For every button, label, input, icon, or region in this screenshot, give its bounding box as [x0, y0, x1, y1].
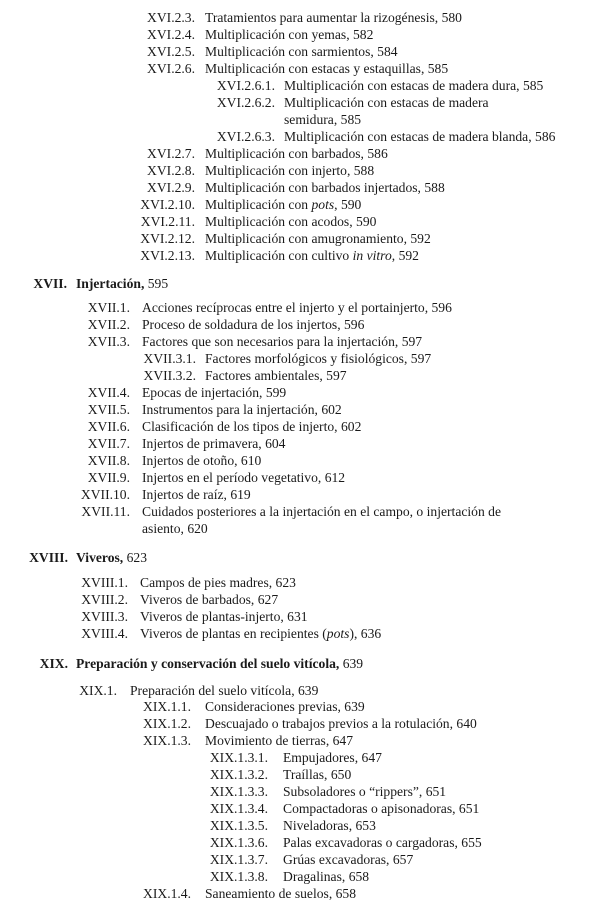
- toc-entry: [0, 608, 600, 625]
- entry-title: Subsoladores o “rippers”: [283, 784, 419, 799]
- entry-number: XIX.1.3.7.: [209, 852, 268, 867]
- toc-entry: [0, 77, 600, 94]
- entry-title: Tratamientos para aumentar la rizogénesis: [205, 10, 435, 25]
- page-number: 631: [287, 609, 308, 624]
- entry-title: Epocas de injertación: [142, 385, 260, 400]
- page-number: 658: [335, 886, 357, 901]
- page-number: 639: [297, 683, 319, 698]
- toc-entry: [0, 26, 600, 43]
- entry-number: XVII.3.: [87, 334, 130, 349]
- toc-entry: [0, 625, 600, 642]
- toc-entry: [0, 299, 600, 316]
- entry-title: Injertos de raíz: [142, 487, 224, 502]
- entry-title: Injertos de otoño: [142, 453, 235, 468]
- entry-separator: ,: [449, 716, 457, 731]
- entry-continuation: [142, 520, 208, 537]
- page-number: 610: [240, 453, 262, 468]
- entry-text: [142, 316, 364, 333]
- page-number: 597: [410, 351, 432, 366]
- toc-entry: [0, 574, 600, 591]
- entry-separator: ,: [452, 801, 459, 816]
- page-number: 597: [326, 368, 347, 383]
- toc-entry: [0, 418, 600, 435]
- entry-separator: ,: [335, 656, 343, 671]
- toc-entry: [0, 367, 600, 384]
- toc-entry: [0, 766, 600, 783]
- page-number: 596: [431, 300, 452, 315]
- entry-number: XVI.2.10.: [140, 197, 195, 212]
- entry-title: Multiplicación con sarmientos: [205, 44, 371, 59]
- page-number: 602: [321, 402, 342, 417]
- page-number: 580: [441, 10, 462, 25]
- entry-text: [205, 247, 419, 264]
- entry-text: [205, 213, 376, 230]
- entry-title: Multiplicación con estacas y estaquillas: [205, 61, 421, 76]
- entry-title: Factores morfológicos y fisiológicos: [205, 351, 404, 366]
- page-number: 592: [398, 248, 419, 263]
- entry-number: XIX.1.3.6.: [209, 835, 268, 850]
- entry-separator: ,: [180, 521, 188, 536]
- entry-separator: ,: [346, 27, 353, 42]
- page-number: 640: [456, 716, 477, 731]
- entry-separator: ,: [349, 214, 357, 229]
- entry-text: [283, 851, 413, 868]
- toc-entry: [0, 401, 600, 418]
- toc-entry: [0, 503, 600, 520]
- entry-separator: ,: [317, 470, 325, 485]
- entry-text: [76, 655, 363, 672]
- entry-separator: ,: [346, 163, 354, 178]
- entry-number: XVII.7.: [87, 436, 130, 451]
- page-number: 585: [427, 61, 449, 76]
- entry-separator: ,: [516, 78, 523, 93]
- entry-text: [283, 749, 382, 766]
- page-number: 585: [340, 112, 362, 127]
- page-number: 602: [340, 419, 362, 434]
- chapter-entry: [0, 549, 600, 566]
- page-number: 592: [410, 231, 431, 246]
- entry-number: XIX.1.4.: [143, 886, 191, 901]
- entry-text: [142, 435, 285, 452]
- toc-entry: [0, 43, 600, 60]
- toc-entry: [0, 9, 600, 26]
- toc-entry: [0, 486, 600, 503]
- entry-text: [205, 230, 431, 247]
- entry-number: XVI.2.5.: [147, 44, 195, 59]
- entry-separator: ,: [394, 334, 402, 349]
- entry-text: [283, 800, 479, 817]
- entry-separator: ,: [334, 197, 341, 212]
- entry-title: Factores que son necesarios para la injertación: [142, 334, 395, 349]
- entry-text: [205, 26, 373, 43]
- entry-text: [205, 43, 398, 60]
- page-number: 590: [356, 214, 377, 229]
- entry-title: Injertación: [76, 276, 141, 291]
- entry-title: Compactadoras o apisonadoras: [283, 801, 453, 816]
- entry-number: XVII.9.: [87, 470, 130, 485]
- entry-separator: ,: [434, 10, 442, 25]
- entry-text: [142, 333, 422, 350]
- entry-title: Multiplicación con yemas: [205, 27, 347, 42]
- entry-separator: ,: [325, 733, 333, 748]
- entry-italic-term: pots: [311, 197, 335, 212]
- page-number: 585: [522, 78, 544, 93]
- entry-title-end: ): [349, 626, 354, 641]
- entry-number: XVII.4.: [87, 385, 130, 400]
- entry-number: XVII.1.: [87, 300, 130, 315]
- entry-number: XVII.3.1.: [143, 351, 196, 366]
- entry-text: [283, 868, 369, 885]
- toc-entry: [0, 196, 600, 213]
- entry-separator: ,: [353, 626, 361, 641]
- entry-text: [140, 608, 308, 625]
- toc-entry: [0, 94, 600, 111]
- entry-separator: ,: [454, 835, 462, 850]
- toc-entry: [0, 452, 600, 469]
- entry-number: XIX.1.: [79, 683, 117, 698]
- entry-title: Movimiento de tierras: [205, 733, 326, 748]
- entry-continuation: [284, 111, 361, 128]
- entry-separator: ,: [250, 592, 258, 607]
- entry-number: XVI.2.4.: [147, 27, 195, 42]
- toc-entry: [0, 333, 600, 350]
- entry-separator: ,: [333, 112, 341, 127]
- entry-title: Grúas excavadoras: [283, 852, 387, 867]
- page-number: 586: [367, 146, 388, 161]
- entry-number: XVIII.1.: [81, 575, 128, 590]
- entry-separator: ,: [420, 61, 428, 76]
- entry-number: XVIII.: [29, 550, 68, 565]
- entry-text: [140, 625, 381, 642]
- entry-text: [142, 418, 361, 435]
- page-number: 599: [265, 385, 287, 400]
- entry-number: XVII.3.2.: [143, 368, 196, 383]
- entry-title: Empujadores: [283, 750, 355, 765]
- page-number: 658: [348, 869, 370, 884]
- entry-separator: ,: [119, 550, 127, 565]
- entry-number: XVII.8.: [87, 453, 130, 468]
- entry-text: [205, 367, 347, 384]
- page-number: 604: [265, 436, 286, 451]
- entry-title: Multiplicación con barbados injertados: [205, 180, 418, 195]
- entry-text: [205, 698, 365, 715]
- entry-separator: ,: [223, 487, 231, 502]
- entry-text: [205, 732, 353, 749]
- entry-number: XIX.: [39, 656, 68, 671]
- entry-text: [284, 128, 555, 145]
- entry-title: Multiplicación con cultivo: [205, 248, 350, 263]
- entry-title: Acciones recíprocas entre el injerto y el portainjerto: [142, 300, 425, 315]
- toc-entry: [0, 128, 600, 145]
- entry-title: Preparación y conservación del suelo vitícola: [76, 656, 336, 671]
- toc-entry: [0, 783, 600, 800]
- entry-separator: ,: [386, 852, 393, 867]
- entry-separator: ,: [360, 146, 368, 161]
- entry-separator: ,: [314, 402, 322, 417]
- page-number: 636: [360, 626, 382, 641]
- entry-title: Instrumentos para la injertación: [142, 402, 315, 417]
- toc-entry: [0, 715, 600, 732]
- entry-separator: ,: [354, 750, 362, 765]
- entry-italic-term: pots: [326, 626, 350, 641]
- page-number: 627: [257, 592, 279, 607]
- page-number: 639: [342, 656, 364, 671]
- entry-title: Proceso de soldadura de los injertos: [142, 317, 338, 332]
- entry-number: XVI.2.6.1.: [216, 78, 275, 93]
- entry-text: [283, 817, 376, 834]
- entry-number: XVII.: [33, 276, 67, 291]
- entry-text: [205, 350, 431, 367]
- entry-number: XVII.5.: [87, 402, 130, 417]
- entry-title: Viveros de barbados: [140, 592, 251, 607]
- page-number: 623: [275, 575, 296, 590]
- entry-text: [205, 162, 374, 179]
- entry-title: Multiplicación con acodos: [205, 214, 350, 229]
- entry-separator: ,: [391, 248, 399, 263]
- entry-title: Campos de pies madres: [140, 575, 269, 590]
- toc-entry: [0, 698, 600, 715]
- entry-title-continued: semidura: [284, 112, 334, 127]
- toc-entry: [0, 230, 600, 247]
- entry-number: XVI.2.8.: [147, 163, 195, 178]
- entry-title: Multiplicación con amugronamiento: [205, 231, 404, 246]
- page-number: 657: [392, 852, 414, 867]
- entry-title: Palas excavadoras o cargadoras: [283, 835, 455, 850]
- entry-number: XIX.1.3.1.: [209, 750, 268, 765]
- entry-number: XVI.2.11.: [140, 214, 195, 229]
- entry-text: [142, 401, 342, 418]
- entry-text: [142, 486, 251, 503]
- toc-entry: [0, 749, 600, 766]
- entry-separator: ,: [319, 368, 327, 383]
- entry-text: [205, 60, 448, 77]
- entry-separator: ,: [370, 44, 378, 59]
- entry-title: Niveladoras: [283, 818, 349, 833]
- entry-title: Preparación del suelo vitícola: [130, 683, 292, 698]
- page-number: 623: [126, 550, 147, 565]
- page-number: 584: [377, 44, 398, 59]
- entry-separator: ,: [424, 300, 432, 315]
- entry-separator: ,: [417, 180, 425, 195]
- entry-separator: ,: [348, 818, 356, 833]
- entry-number: XIX.1.3.5.: [209, 818, 268, 833]
- toc-entry: [0, 817, 600, 834]
- entry-number: XVI.2.6.2.: [216, 95, 275, 110]
- entry-text: [142, 469, 345, 486]
- entry-number: XIX.1.3.: [143, 733, 191, 748]
- entry-number: XIX.1.3.8.: [209, 869, 268, 884]
- entry-separator: ,: [140, 276, 148, 291]
- entry-title: Multiplicación con estacas de madera dura: [284, 78, 517, 93]
- toc-entry: [0, 800, 600, 817]
- entry-number: XVIII.3.: [81, 609, 128, 624]
- toc-entry: [0, 60, 600, 77]
- toc-entry: [0, 213, 600, 230]
- entry-text: [142, 452, 261, 469]
- toc-entry: [0, 868, 600, 885]
- page-number: 651: [425, 784, 447, 799]
- entry-separator: ,: [334, 419, 341, 434]
- entry-text: [284, 94, 489, 111]
- entry-number: XVII.2.: [87, 317, 130, 332]
- entry-title: Cuidados posteriores a la injertación en el campo, o injertación de: [142, 504, 501, 519]
- entry-text: [205, 179, 445, 196]
- entry-title: Saneamiento de suelos: [205, 886, 329, 901]
- entry-number: XIX.1.2.: [143, 716, 191, 731]
- toc-entry: [0, 179, 600, 196]
- entry-title: Viveros de plantas en recipientes (: [140, 626, 327, 641]
- toc-entry: [0, 247, 600, 264]
- entry-text: [142, 299, 452, 316]
- entry-text: [76, 275, 168, 292]
- entry-title: Injertos en el período vegetativo: [142, 470, 318, 485]
- page-number: 620: [187, 521, 208, 536]
- entry-text: [142, 503, 501, 520]
- entry-number: XIX.1.3.2.: [209, 767, 268, 782]
- entry-text: [140, 574, 296, 591]
- entry-number: XVI.2.3.: [147, 10, 195, 25]
- page-number: 597: [401, 334, 423, 349]
- page-number: 619: [230, 487, 251, 502]
- page-number: 588: [424, 180, 445, 195]
- entry-number: XVII.11.: [81, 504, 130, 519]
- chapter-entry: [0, 655, 600, 672]
- page-number: 588: [353, 163, 375, 178]
- entry-separator: ,: [268, 575, 276, 590]
- entry-text: [142, 384, 286, 401]
- entry-text: [205, 885, 356, 902]
- toc-entry: [0, 851, 600, 868]
- toc-entry: [0, 316, 600, 333]
- entry-text: [205, 196, 361, 213]
- entry-number: XIX.1.1.: [143, 699, 191, 714]
- entry-separator: ,: [258, 436, 266, 451]
- page-number: 590: [340, 197, 362, 212]
- toc-entry: [0, 885, 600, 902]
- entry-separator: ,: [528, 129, 536, 144]
- entry-separator: ,: [324, 767, 331, 782]
- entry-separator: ,: [418, 784, 426, 799]
- entry-number: XVI.2.12.: [140, 231, 195, 246]
- entry-title: Multiplicación con injerto: [205, 163, 347, 178]
- entry-separator: ,: [403, 351, 411, 366]
- entry-number: XVI.2.6.3.: [216, 129, 275, 144]
- entry-number: XVI.2.7.: [147, 146, 195, 161]
- page-number: 647: [332, 733, 353, 748]
- page-number: 655: [461, 835, 482, 850]
- entry-text: [130, 682, 318, 699]
- entry-number: XVII.10.: [80, 487, 130, 502]
- entry-text: [283, 834, 482, 851]
- entry-title: Clasificación de los tipos de injerto: [142, 419, 335, 434]
- toc-entry: [0, 834, 600, 851]
- entry-title: Viveros de plantas-injerto: [140, 609, 281, 624]
- toc-entry: [0, 145, 600, 162]
- entry-number: XVI.2.6.: [147, 61, 195, 76]
- toc-entry: [0, 732, 600, 749]
- entry-separator: ,: [291, 683, 298, 698]
- entry-text: [76, 549, 147, 566]
- entry-separator: ,: [337, 317, 344, 332]
- page-number: 651: [458, 801, 480, 816]
- entry-italic-term: in vitro: [352, 248, 392, 263]
- toc-entry: [0, 591, 600, 608]
- page-number: 650: [330, 767, 352, 782]
- entry-title: Factores ambientales: [205, 368, 320, 383]
- toc-entry: [0, 350, 600, 367]
- entry-text: [284, 77, 543, 94]
- entry-title: Multiplicación con estacas de madera: [284, 95, 489, 110]
- page-number: 595: [147, 276, 169, 291]
- entry-separator: ,: [280, 609, 288, 624]
- entry-separator: ,: [337, 699, 345, 714]
- entry-title: Viveros: [76, 550, 120, 565]
- toc-entry: [0, 682, 600, 699]
- page-number: 612: [324, 470, 346, 485]
- entry-title: Multiplicación con barbados: [205, 146, 361, 161]
- entry-title: Multiplicación con estacas de madera blanda: [284, 129, 529, 144]
- page-number: 653: [355, 818, 376, 833]
- entry-text: [205, 145, 388, 162]
- entry-text: [140, 591, 278, 608]
- page-number: 596: [343, 317, 365, 332]
- toc-entry: [0, 162, 600, 179]
- entry-number: XIX.1.3.4.: [209, 801, 268, 816]
- entry-title: Injertos de primavera: [142, 436, 259, 451]
- entry-number: XVI.2.13.: [140, 248, 195, 263]
- chapter-entry: [0, 275, 600, 292]
- toc-entry: [0, 384, 600, 401]
- page-number: 647: [361, 750, 382, 765]
- entry-text: [283, 783, 446, 800]
- entry-text: [283, 766, 351, 783]
- entry-title-continued: asiento: [142, 521, 181, 536]
- toc-entry: [0, 469, 600, 486]
- entry-title: Dragalinas: [283, 869, 342, 884]
- entry-number: XVIII.4.: [81, 626, 128, 641]
- entry-text: [205, 715, 477, 732]
- page-number: 586: [535, 129, 556, 144]
- page-number: 639: [344, 699, 365, 714]
- entry-title: Traíllas: [283, 767, 325, 782]
- toc-entry: [0, 435, 600, 452]
- entry-number: XVII.6.: [87, 419, 130, 434]
- entry-title: Descuajado o trabajos previos a la rotulación: [205, 716, 450, 731]
- entry-title: Consideraciones previas: [205, 699, 338, 714]
- entry-text: [205, 9, 462, 26]
- entry-separator: ,: [259, 385, 266, 400]
- entry-separator: ,: [328, 886, 336, 901]
- entry-title: Multiplicación con: [205, 197, 309, 212]
- entry-separator: ,: [341, 869, 349, 884]
- entry-number: XVIII.2.: [81, 592, 128, 607]
- entry-number: XIX.1.3.3.: [209, 784, 268, 799]
- entry-separator: ,: [403, 231, 411, 246]
- entry-separator: ,: [234, 453, 241, 468]
- entry-number: XVI.2.9.: [147, 180, 195, 195]
- page-number: 582: [353, 27, 374, 42]
